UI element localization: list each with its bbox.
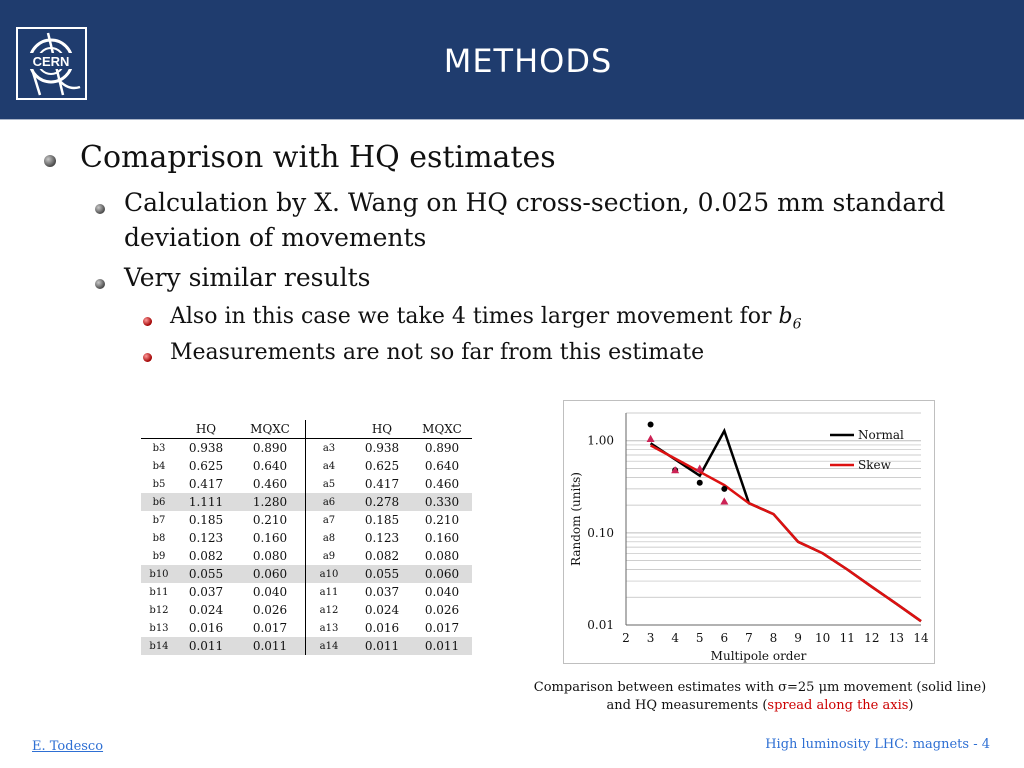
bullet-text: Also in this case we take 4 times larger movement for — [170, 304, 779, 329]
table-cell: b8 — [152, 532, 166, 544]
table-cell: 0.060 — [412, 565, 472, 583]
table-cell: 0.160 — [235, 529, 306, 547]
table-cell: a13 — [319, 622, 339, 634]
table-cell: 0.080 — [424, 549, 460, 563]
bullet-level1: Comaprison with HQ estimates — [80, 140, 556, 175]
chart-svg — [564, 401, 934, 663]
table-cell: a7 — [322, 514, 336, 526]
table-cell: 0.123 — [188, 531, 224, 545]
bullet-level2: Very similar results — [124, 263, 371, 292]
table-cell: 0.938 — [364, 441, 400, 455]
logo-text: CERN — [32, 54, 70, 69]
x-tick-label: 8 — [769, 631, 778, 645]
table-row — [141, 637, 472, 655]
table-cell: 0.080 — [235, 547, 306, 565]
table-cell: 0.460 — [424, 477, 460, 491]
table-cell: 0.024 — [364, 603, 400, 617]
x-tick-label: 4 — [671, 631, 679, 645]
table-cell: 0.011 — [412, 637, 472, 655]
y-tick-label: 1.00 — [587, 433, 614, 448]
header-bar — [0, 0, 1024, 120]
table-cell: 0.890 — [424, 441, 460, 455]
x-tick-label: 7 — [745, 631, 753, 645]
table-cell: 0.160 — [424, 531, 460, 545]
table-row — [141, 601, 472, 619]
table-cell: 0.210 — [235, 511, 306, 529]
table-cell: 1.280 — [235, 493, 306, 511]
table-cell: 0.011 — [177, 637, 235, 655]
math-subscript: 6 — [792, 316, 802, 333]
table-cell: a5 — [322, 478, 336, 490]
table-cell: 0.938 — [188, 441, 224, 455]
table-cell: 0.185 — [364, 513, 400, 527]
caption-highlight: spread along the axis — [767, 698, 909, 713]
table-cell: 0.625 — [188, 459, 224, 473]
bullet-icon — [95, 204, 105, 214]
legend-label: Skew — [858, 458, 891, 472]
bullet-level3: Measurements are not so far from this estimate — [170, 340, 705, 365]
table-cell: 0.016 — [364, 621, 400, 635]
measurement-point — [720, 497, 728, 504]
table-cell: 0.890 — [235, 439, 306, 458]
table-cell: 0.037 — [364, 585, 400, 599]
table-cell: 0.017 — [424, 621, 460, 635]
legend-label: Normal — [858, 428, 904, 442]
bullet-icon — [44, 155, 56, 167]
table-cell: b14 — [141, 637, 177, 655]
table-cell: 0.011 — [235, 637, 306, 655]
table-row — [141, 493, 472, 511]
caption-text: ) — [908, 698, 914, 713]
x-tick-label: 10 — [815, 631, 831, 645]
table-cell: b10 — [141, 565, 177, 583]
table-cell: 0.123 — [364, 531, 400, 545]
table-header: MQXC — [412, 420, 472, 439]
bullet-icon — [143, 353, 152, 362]
table-cell: 0.060 — [235, 565, 306, 583]
x-tick-label: 13 — [888, 631, 905, 645]
table-cell: 0.037 — [188, 585, 224, 599]
table-cell: 0.024 — [188, 603, 224, 617]
table-cell: 0.011 — [352, 637, 412, 655]
caption-text: and HQ measurements ( — [606, 698, 768, 713]
table-header: HQ — [352, 420, 412, 439]
table-header-row — [141, 420, 472, 439]
table-row — [141, 583, 472, 601]
page-title: METHODS — [443, 42, 613, 80]
table-cell: 0.040 — [235, 583, 306, 601]
table-cell: 0.016 — [188, 621, 224, 635]
table-cell: 0.625 — [364, 459, 400, 473]
table-cell: 0.417 — [188, 477, 224, 491]
table-cell: 0.026 — [235, 601, 306, 619]
table-row — [141, 475, 472, 493]
table-header — [306, 420, 353, 439]
caption-line1: Comparison between estimates with σ=25 μm movement (solid line) — [533, 680, 987, 695]
table-cell: b5 — [152, 478, 166, 490]
math-variable: b — [778, 304, 793, 329]
table-cell: b9 — [152, 550, 166, 562]
table-cell: 0.040 — [424, 585, 460, 599]
x-tick-label: 6 — [720, 631, 729, 645]
x-axis-title: Multipole order — [710, 649, 807, 663]
table-cell: 0.082 — [188, 549, 224, 563]
table-cell: b11 — [149, 586, 169, 598]
bullet-level2-line2: deviation of movements — [124, 223, 427, 252]
bullet-level3 — [170, 304, 802, 332]
table-cell: 0.330 — [412, 493, 472, 511]
measurement-point — [721, 486, 727, 492]
chart-caption — [500, 679, 1020, 715]
bullet-level2-line1: Calculation by X. Wang on HQ cross-section, 0.025 mm standard — [124, 188, 946, 217]
table-header: MQXC — [235, 420, 306, 439]
table-cell: a9 — [322, 550, 336, 562]
table-header: HQ — [177, 420, 235, 439]
y-axis-title: Random (units) — [569, 472, 583, 566]
table-cell: 0.017 — [235, 619, 306, 637]
measurement-point — [647, 435, 655, 442]
table-cell: a3 — [322, 442, 336, 454]
multipole-table — [141, 420, 472, 655]
measurement-point — [697, 480, 703, 486]
bullet-icon — [143, 317, 152, 326]
table-cell: 1.111 — [177, 493, 235, 511]
table-cell: a4 — [322, 460, 336, 472]
table-row — [141, 619, 472, 637]
table-row — [141, 457, 472, 475]
table-cell: 0.640 — [235, 457, 306, 475]
table-body — [141, 439, 472, 656]
table-cell: a6 — [306, 493, 353, 511]
chart-grid — [626, 413, 921, 625]
table-header — [141, 420, 177, 439]
table-row — [141, 529, 472, 547]
table-cell: a12 — [319, 604, 339, 616]
x-tick-label: 14 — [913, 631, 929, 645]
table-cell: a11 — [319, 586, 339, 598]
table-cell: b12 — [149, 604, 169, 616]
table-cell: b3 — [152, 442, 166, 454]
x-tick-label: 9 — [794, 631, 802, 645]
table-row — [141, 547, 472, 565]
chart-container — [563, 400, 935, 664]
table-cell: 0.460 — [235, 475, 306, 493]
table-cell: 0.055 — [352, 565, 412, 583]
chart-axes — [569, 413, 929, 663]
table-cell: b6 — [141, 493, 177, 511]
table-cell: 0.026 — [424, 603, 460, 617]
table-cell: 0.210 — [424, 513, 460, 527]
table-cell: b13 — [149, 622, 169, 634]
x-tick-label: 11 — [839, 631, 855, 645]
x-tick-label: 2 — [622, 631, 630, 645]
table-row — [141, 511, 472, 529]
x-tick-label: 12 — [864, 631, 880, 645]
footer-author-link[interactable]: E. Todesco — [32, 739, 104, 754]
table-cell: 0.640 — [424, 459, 460, 473]
table-cell: a14 — [306, 637, 353, 655]
chart-markers — [647, 422, 729, 505]
table-cell: a8 — [322, 532, 336, 544]
table-cell: b4 — [152, 460, 166, 472]
caption-line2 — [500, 697, 1020, 715]
table-cell: 0.055 — [177, 565, 235, 583]
measurement-point — [648, 422, 654, 428]
bullet-icon — [95, 279, 105, 289]
table-cell: 0.417 — [364, 477, 400, 491]
table-row — [141, 565, 472, 583]
table-cell: b7 — [152, 514, 166, 526]
y-tick-label: 0.01 — [587, 618, 614, 632]
x-tick-label: 5 — [695, 631, 704, 645]
x-tick-label: 3 — [646, 631, 655, 645]
y-tick-label: 0.10 — [587, 525, 614, 540]
table-cell: 0.185 — [188, 513, 224, 527]
footer-slide-info: High luminosity LHC: magnets - 4 — [765, 737, 990, 752]
table-cell: 0.278 — [352, 493, 412, 511]
table-cell: a10 — [306, 565, 353, 583]
table-row — [141, 439, 472, 458]
table-cell: 0.082 — [364, 549, 400, 563]
